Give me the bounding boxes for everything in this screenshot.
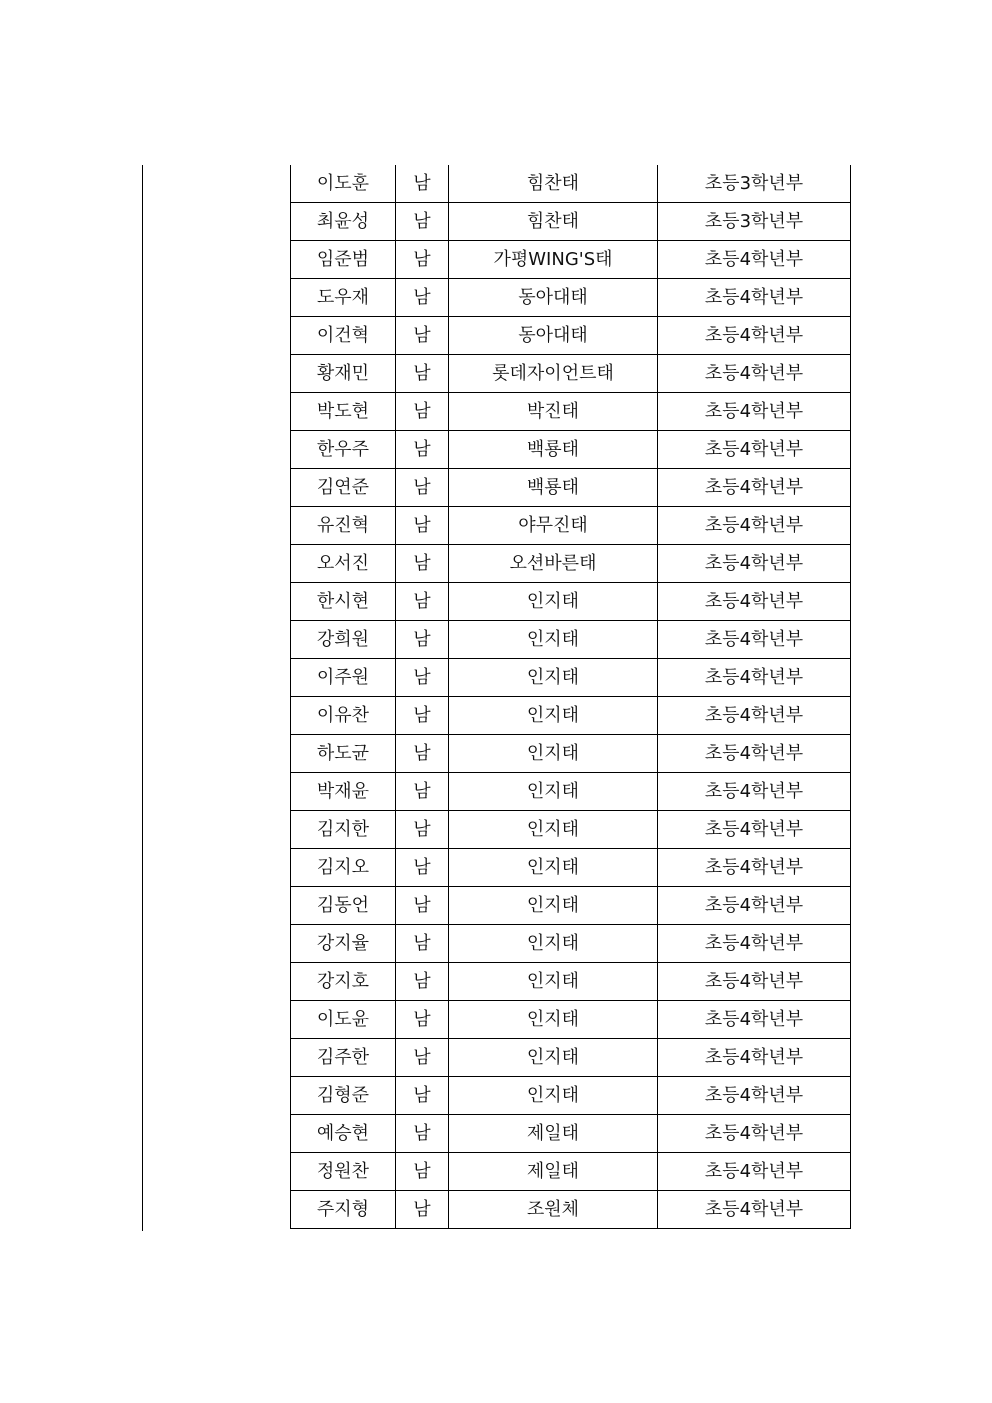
table-row <box>291 659 851 697</box>
club-cell: 인지태 <box>449 735 658 773</box>
division-cell: 초등4학년부 <box>658 735 851 773</box>
left-column-border <box>142 165 143 1231</box>
division-cell: 초등4학년부 <box>658 317 851 355</box>
gender-cell: 남 <box>396 811 449 849</box>
athlete-name-cell: 강지호 <box>291 963 396 1001</box>
division-cell: 초등4학년부 <box>658 1115 851 1153</box>
athlete-name-cell: 강지율 <box>291 925 396 963</box>
division-cell: 초등4학년부 <box>658 545 851 583</box>
club-cell: 인지태 <box>449 773 658 811</box>
division-cell: 초등4학년부 <box>658 621 851 659</box>
club-cell: 동아대태 <box>449 279 658 317</box>
athlete-name-cell: 박도현 <box>291 393 396 431</box>
gender-cell: 남 <box>396 507 449 545</box>
athlete-name-cell: 유진혁 <box>291 507 396 545</box>
club-cell: 박진태 <box>449 393 658 431</box>
club-cell: 인지태 <box>449 963 658 1001</box>
club-cell: 인지태 <box>449 1001 658 1039</box>
division-cell: 초등4학년부 <box>658 659 851 697</box>
division-cell: 초등4학년부 <box>658 811 851 849</box>
gender-cell: 남 <box>396 431 449 469</box>
gender-cell: 남 <box>396 773 449 811</box>
athlete-name-cell: 이주원 <box>291 659 396 697</box>
gender-cell: 남 <box>396 1001 449 1039</box>
table-row <box>291 1191 851 1229</box>
division-cell: 초등4학년부 <box>658 1077 851 1115</box>
division-cell: 초등4학년부 <box>658 241 851 279</box>
gender-cell: 남 <box>396 621 449 659</box>
table-row <box>291 1115 851 1153</box>
athlete-name-cell: 최윤성 <box>291 203 396 241</box>
table-row <box>291 165 851 203</box>
athlete-name-cell: 예승현 <box>291 1115 396 1153</box>
club-cell: 힘찬태 <box>449 165 658 203</box>
division-cell: 초등4학년부 <box>658 431 851 469</box>
athlete-name-cell: 한우주 <box>291 431 396 469</box>
table-row <box>291 621 851 659</box>
division-cell: 초등4학년부 <box>658 697 851 735</box>
division-cell: 초등4학년부 <box>658 279 851 317</box>
athlete-name-cell: 임준범 <box>291 241 396 279</box>
gender-cell: 남 <box>396 1039 449 1077</box>
table-row <box>291 963 851 1001</box>
table-row <box>291 697 851 735</box>
athlete-name-cell: 주지형 <box>291 1191 396 1229</box>
gender-cell: 남 <box>396 583 449 621</box>
table-row <box>291 241 851 279</box>
club-cell: 인지태 <box>449 811 658 849</box>
gender-cell: 남 <box>396 697 449 735</box>
division-cell: 초등4학년부 <box>658 469 851 507</box>
club-cell: 롯데자이언트태 <box>449 355 658 393</box>
athlete-name-cell: 오서진 <box>291 545 396 583</box>
athlete-name-cell: 이도훈 <box>291 165 396 203</box>
gender-cell: 남 <box>396 849 449 887</box>
division-cell: 초등4학년부 <box>658 963 851 1001</box>
club-cell: 제일태 <box>449 1115 658 1153</box>
club-cell: 인지태 <box>449 659 658 697</box>
gender-cell: 남 <box>396 925 449 963</box>
table-row <box>291 431 851 469</box>
athlete-name-cell: 이건혁 <box>291 317 396 355</box>
athlete-name-cell: 김주한 <box>291 1039 396 1077</box>
club-cell: 인지태 <box>449 1039 658 1077</box>
athlete-name-cell: 하도균 <box>291 735 396 773</box>
table-row <box>291 1039 851 1077</box>
division-cell: 초등4학년부 <box>658 393 851 431</box>
gender-cell: 남 <box>396 545 449 583</box>
gender-cell: 남 <box>396 469 449 507</box>
club-cell: 인지태 <box>449 583 658 621</box>
club-cell: 오션바른태 <box>449 545 658 583</box>
division-cell: 초등4학년부 <box>658 1039 851 1077</box>
club-cell: 인지태 <box>449 887 658 925</box>
table-row <box>291 583 851 621</box>
club-cell: 백룡태 <box>449 431 658 469</box>
athlete-name-cell: 도우재 <box>291 279 396 317</box>
table-row <box>291 279 851 317</box>
club-cell: 인지태 <box>449 621 658 659</box>
division-cell: 초등4학년부 <box>658 1153 851 1191</box>
division-cell: 초등4학년부 <box>658 1191 851 1229</box>
roster-table-body <box>291 165 851 1229</box>
table-row <box>291 317 851 355</box>
gender-cell: 남 <box>396 393 449 431</box>
club-cell: 인지태 <box>449 1077 658 1115</box>
athlete-name-cell: 김동언 <box>291 887 396 925</box>
table-row <box>291 1001 851 1039</box>
table-row <box>291 887 851 925</box>
gender-cell: 남 <box>396 1191 449 1229</box>
athlete-name-cell: 김연준 <box>291 469 396 507</box>
athlete-name-cell: 한시현 <box>291 583 396 621</box>
gender-cell: 남 <box>396 1115 449 1153</box>
division-cell: 초등4학년부 <box>658 849 851 887</box>
table-row <box>291 355 851 393</box>
gender-cell: 남 <box>396 887 449 925</box>
athlete-name-cell: 정원찬 <box>291 1153 396 1191</box>
table-row <box>291 773 851 811</box>
table-row <box>291 393 851 431</box>
division-cell: 초등4학년부 <box>658 507 851 545</box>
division-cell: 초등3학년부 <box>658 165 851 203</box>
table-row <box>291 1077 851 1115</box>
club-cell: 가평WING'S태 <box>449 241 658 279</box>
table-row <box>291 735 851 773</box>
roster-table <box>290 165 851 1229</box>
athlete-name-cell: 김지오 <box>291 849 396 887</box>
athlete-name-cell: 강희원 <box>291 621 396 659</box>
gender-cell: 남 <box>396 735 449 773</box>
athlete-name-cell: 김형준 <box>291 1077 396 1115</box>
athlete-name-cell: 박재윤 <box>291 773 396 811</box>
gender-cell: 남 <box>396 241 449 279</box>
club-cell: 조원체 <box>449 1191 658 1229</box>
table-row <box>291 545 851 583</box>
table-row <box>291 203 851 241</box>
gender-cell: 남 <box>396 1153 449 1191</box>
division-cell: 초등3학년부 <box>658 203 851 241</box>
gender-cell: 남 <box>396 1077 449 1115</box>
gender-cell: 남 <box>396 203 449 241</box>
division-cell: 초등4학년부 <box>658 887 851 925</box>
division-cell: 초등4학년부 <box>658 925 851 963</box>
athlete-name-cell: 이도윤 <box>291 1001 396 1039</box>
division-cell: 초등4학년부 <box>658 773 851 811</box>
table-row <box>291 925 851 963</box>
table-row <box>291 811 851 849</box>
table-row <box>291 507 851 545</box>
division-cell: 초등4학년부 <box>658 1001 851 1039</box>
club-cell: 힘찬태 <box>449 203 658 241</box>
division-cell: 초등4학년부 <box>658 583 851 621</box>
club-cell: 제일태 <box>449 1153 658 1191</box>
division-cell: 초등4학년부 <box>658 355 851 393</box>
athlete-name-cell: 김지한 <box>291 811 396 849</box>
gender-cell: 남 <box>396 659 449 697</box>
club-cell: 야무진태 <box>449 507 658 545</box>
club-cell: 동아대태 <box>449 317 658 355</box>
gender-cell: 남 <box>396 317 449 355</box>
table-row <box>291 1153 851 1191</box>
table-row <box>291 849 851 887</box>
athlete-name-cell: 이유찬 <box>291 697 396 735</box>
athlete-name-cell: 황재민 <box>291 355 396 393</box>
club-cell: 백룡태 <box>449 469 658 507</box>
table-row <box>291 469 851 507</box>
gender-cell: 남 <box>396 279 449 317</box>
club-cell: 인지태 <box>449 697 658 735</box>
gender-cell: 남 <box>396 355 449 393</box>
club-cell: 인지태 <box>449 849 658 887</box>
club-cell: 인지태 <box>449 925 658 963</box>
gender-cell: 남 <box>396 963 449 1001</box>
gender-cell: 남 <box>396 165 449 203</box>
